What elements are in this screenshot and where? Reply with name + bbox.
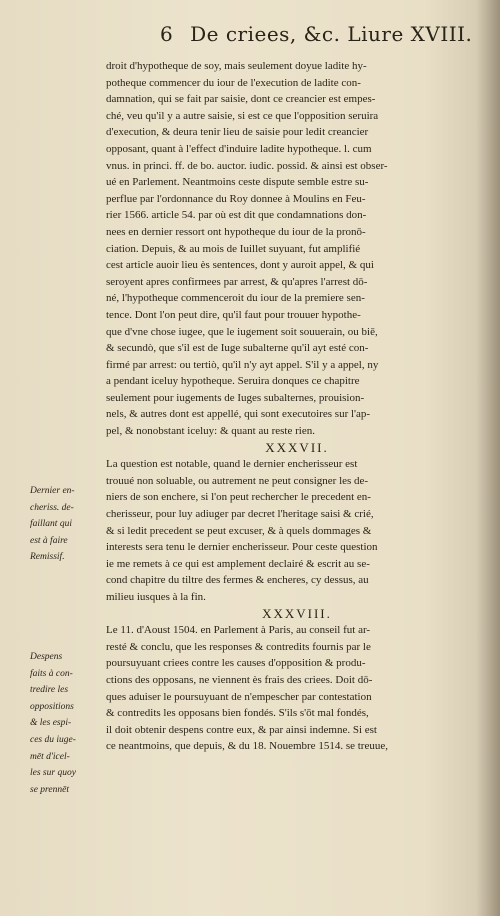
text-line: il doit obtenir despens contre eux, & par ainsi indemne. Si est	[106, 723, 377, 736]
text-line: niers de son enchere, si l'on peut rechercher le precedent en-	[106, 491, 371, 504]
margin-line: Remissif.	[30, 552, 65, 563]
paragraph-section-38	[106, 622, 488, 755]
text-line: & contredits les opposans bien fondés. S'ils s'ōt mal fondés,	[106, 707, 369, 720]
text-line: trouué non soluable, ou autrement ne peut consigner les de-	[106, 474, 369, 487]
margin-line: Despens	[30, 652, 63, 662]
page-number: 6	[160, 22, 174, 46]
text-line: ciation. Depuis, & au mois de Iuillet suyuant, fut amplifié	[106, 242, 361, 255]
text-line: firmé par arrest: ou tertiò, qu'il n'y ayt appel. S'il y a appel, ny	[106, 358, 379, 371]
text-line: ctions des opposans, ne viennent ès frais des criees. Doit dō-	[106, 673, 373, 686]
margin-line: Dernier en-	[30, 486, 75, 496]
margin-line: tredire les	[30, 685, 69, 696]
text-line: poursuyuant criees contre les causes d'opposition & produ-	[106, 657, 366, 670]
main-text	[106, 58, 488, 755]
text-line: cherisseur, pour luy adiuger par decret l'heritage saisi & crié,	[106, 508, 374, 521]
text-line: nees en dernier ressort ont hypotheque du iour de la pronō-	[106, 225, 366, 238]
text-line: & secundò, que s'il est de Iuge subalterne qu'il ayt esté con-	[106, 342, 369, 355]
margin-line: cheriss. de-	[30, 502, 74, 513]
text-line: nels, & autres dont est appellé, qui sont executoires sur l'ap-	[106, 408, 371, 421]
text-line: seulement pour iugements de Iuges subalternes, prouision-	[106, 391, 365, 404]
text-line: resté & conclu, que les responses & contredits fournis par le	[106, 640, 371, 653]
text-line: potheque commencer du iour de l'execution de ladite con-	[106, 76, 361, 89]
text-line: droit d'hypotheque de soy, mais seulement doyue ladite hy-	[106, 60, 367, 72]
text-line: d'execution, & deura tenir lieu de saisie pour ledit creancier	[106, 126, 369, 139]
margin-line: faillant qui	[30, 519, 72, 530]
text-line: pel, & nonobstant iceluy: & quant au reste rien.	[106, 425, 315, 438]
paragraph-continued	[106, 58, 488, 440]
text-line: interests sera tenu le dernier encherisseur. Pour ceste question	[106, 541, 378, 554]
section-heading-37: XXXVII.	[265, 439, 329, 455]
text-line: a pendant iceluy hypotheque. Seruira donques ce chapitre	[106, 375, 360, 388]
running-header	[160, 22, 473, 46]
margin-note-encherisseur	[30, 483, 110, 566]
text-line: ce neantmoins, que depuis, & du 18. Nouembre 1514. se treuue,	[106, 740, 388, 753]
margin-line: faits à con-	[30, 668, 73, 679]
margin-line: ces du iuge-	[30, 734, 76, 745]
text-line: seroyent apres confirmees par arrest, & qu'apres l'arrest dō-	[106, 275, 368, 288]
paragraph-section-37	[106, 456, 488, 605]
margin-note-despens	[30, 649, 110, 798]
text-line: cest article auoir lieu ès sentences, dont y auroit appel, & qui	[106, 259, 374, 272]
text-line: La question est notable, quand le dernier encherisseur est	[106, 458, 358, 471]
text-line: & si ledit precedent se peut excuser, & à quels dommages &	[106, 524, 372, 537]
text-line: ques aduiser le poursuyuant de n'empescher par contestation	[106, 690, 372, 703]
text-line: cond chapitre du tiltre des fermes & encheres, cy dessus, au	[106, 574, 369, 587]
section-heading-38: XXXVIII.	[262, 605, 332, 621]
text-line: opposant, quant à l'effect d'induire ladite hypotheque. l. cum	[106, 142, 372, 155]
margin-line: & les espi-	[30, 718, 72, 729]
margin-line: les sur quoy	[30, 768, 76, 779]
text-line: damnation, qui se fait par saisie, dont ce creancier est empes-	[106, 93, 376, 106]
text-line: que d'vne chose iugee, que le iugement soit souuerain, ou biē,	[106, 325, 378, 338]
text-line: ué en Parlement. Neantmoins ceste dispute semble estre su-	[106, 176, 369, 189]
text-line: né, l'hypotheque commenceroit du iour de la premiere sen-	[106, 292, 365, 305]
text-line: milieu iusques à la fin.	[106, 591, 206, 603]
text-line: ché, veu qu'il y a autre saisie, si est ce que l'opposition seruira	[106, 109, 379, 122]
margin-line: est à faire	[30, 535, 68, 546]
margin-line: mēt d'icel-	[30, 751, 70, 762]
text-line: ie me remets à ce qui est amplement declairé & escrit au se-	[106, 557, 370, 570]
text-line: vnus. in princi. ff. de bo. auctor. iudic. possid. & ainsi est obser-	[106, 159, 388, 172]
margin-line: se prennēt	[30, 784, 69, 795]
margin-line: oppositions	[30, 701, 74, 712]
text-line: Le 11. d'Aoust 1504. en Parlement à Paris, au conseil fut ar-	[106, 624, 371, 637]
running-title: De criees, &c. Liure XVIII.	[190, 22, 473, 46]
text-line: perflue par l'ordonnance du Roy donnee à Moulins en Feu-	[106, 192, 366, 205]
text-line: rier 1566. article 54. par où est dit que condamnations don-	[106, 209, 367, 222]
text-line: tence. Dont l'on peut dire, qu'il faut pour trouuer hypothe-	[106, 308, 361, 321]
